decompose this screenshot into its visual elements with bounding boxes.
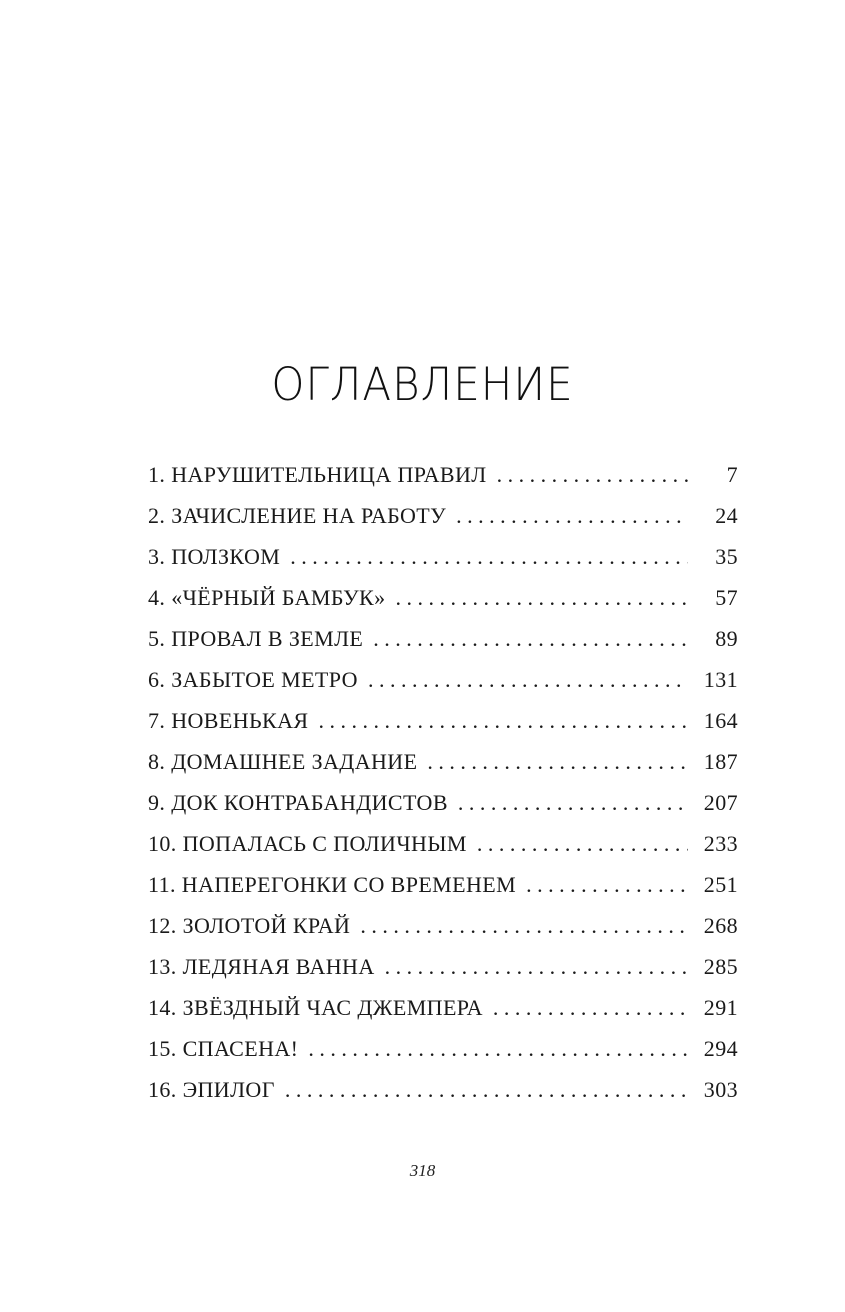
toc-entry[interactable] bbox=[148, 831, 738, 872]
toc-entry-page: 164 bbox=[703, 708, 738, 733]
toc-leader-dots bbox=[456, 503, 688, 529]
toc-entry-label: 4. «ЧЁРНЫЙ БАМБУК» bbox=[148, 585, 386, 610]
toc-leader-dots bbox=[427, 749, 688, 775]
toc-entry-label: 15. СПАСЕНА! bbox=[148, 1036, 299, 1061]
toc-leader-dots bbox=[458, 790, 688, 816]
page-title: ОГЛАВЛЕНИЕ bbox=[271, 358, 574, 411]
toc-leader-dots bbox=[285, 1077, 688, 1103]
toc-leader-dots bbox=[396, 585, 688, 611]
toc-entry[interactable] bbox=[148, 626, 738, 667]
toc-leader-dots bbox=[308, 1036, 688, 1062]
toc-entry-label: 13. ЛЕДЯНАЯ ВАННА bbox=[148, 954, 375, 979]
toc-entry-page: 268 bbox=[703, 913, 738, 938]
toc-leader-dots bbox=[373, 626, 688, 652]
toc-entry[interactable] bbox=[148, 995, 738, 1036]
toc-entry-page: 7 bbox=[726, 462, 738, 487]
toc-entry-label: 5. ПРОВАЛ В ЗЕМЛЕ bbox=[148, 626, 364, 651]
toc-entry[interactable] bbox=[148, 954, 738, 995]
toc-entry-label: 12. ЗОЛОТОЙ КРАЙ bbox=[148, 913, 351, 938]
toc-entry-label: 2. ЗАЧИСЛЕНИЕ НА РАБОТУ bbox=[148, 503, 447, 528]
toc-entry-label: 14. ЗВЁЗДНЫЙ ЧАС ДЖЕМПЕРА bbox=[148, 995, 483, 1020]
toc-leader-dots bbox=[360, 913, 688, 939]
toc-entry[interactable] bbox=[148, 585, 738, 626]
toc-leader-dots bbox=[477, 831, 688, 857]
toc-entry-page: 251 bbox=[703, 872, 738, 897]
toc-entry-page: 89 bbox=[715, 626, 738, 651]
page-number: 318 bbox=[409, 1161, 436, 1180]
toc-leader-dots bbox=[526, 872, 688, 898]
toc-entry[interactable] bbox=[148, 544, 738, 585]
toc-entry-page: 35 bbox=[715, 544, 738, 569]
toc-leader-dots bbox=[493, 995, 688, 1021]
toc-leader-dots bbox=[385, 954, 688, 980]
toc-entry-page: 187 bbox=[703, 749, 738, 774]
toc-entry[interactable] bbox=[148, 913, 738, 954]
toc-entry-label: 1. НАРУШИТЕЛЬНИЦА ПРАВИЛ bbox=[148, 462, 487, 487]
toc-entry-label: 8. ДОМАШНЕЕ ЗАДАНИЕ bbox=[148, 749, 418, 774]
toc-leader-dots bbox=[368, 667, 688, 693]
toc-entry-page: 24 bbox=[715, 503, 738, 528]
table-of-contents bbox=[148, 462, 738, 1118]
toc-leader-dots bbox=[290, 544, 688, 570]
toc-entry-label: 7. НОВЕНЬКАЯ bbox=[148, 708, 309, 733]
toc-entry[interactable] bbox=[148, 1036, 738, 1077]
toc-entry-page: 285 bbox=[703, 954, 738, 979]
toc-entry[interactable] bbox=[148, 790, 738, 831]
toc-entry[interactable] bbox=[148, 667, 738, 708]
toc-leader-dots bbox=[497, 462, 688, 488]
toc-entry[interactable] bbox=[148, 749, 738, 790]
toc-entry-page: 294 bbox=[703, 1036, 738, 1061]
toc-entry-page: 303 bbox=[703, 1077, 738, 1102]
toc-entry-page: 131 bbox=[703, 667, 738, 692]
toc-entry[interactable] bbox=[148, 503, 738, 544]
toc-entry[interactable] bbox=[148, 1077, 738, 1118]
toc-entry[interactable] bbox=[148, 708, 738, 749]
toc-entry-page: 233 bbox=[703, 831, 738, 856]
toc-entry-page: 207 bbox=[703, 790, 738, 815]
toc-entry-label: 11. НАПЕРЕГОНКИ СО ВРЕМЕНЕМ bbox=[148, 872, 517, 897]
toc-entry[interactable] bbox=[148, 462, 738, 503]
toc-entry-label: 6. ЗАБЫТОЕ МЕТРО bbox=[148, 667, 358, 692]
toc-entry-label: 16. ЭПИЛОГ bbox=[148, 1077, 275, 1102]
toc-leader-dots bbox=[318, 708, 688, 734]
toc-entry-label: 10. ПОПАЛАСЬ С ПОЛИЧНЫМ bbox=[148, 831, 467, 856]
toc-entry[interactable] bbox=[148, 872, 738, 913]
toc-entry-page: 57 bbox=[715, 585, 738, 610]
toc-entry-label: 9. ДОК КОНТРАБАНДИСТОВ bbox=[148, 790, 448, 815]
toc-entry-page: 291 bbox=[703, 995, 738, 1020]
toc-entry-label: 3. ПОЛЗКОМ bbox=[148, 544, 281, 569]
